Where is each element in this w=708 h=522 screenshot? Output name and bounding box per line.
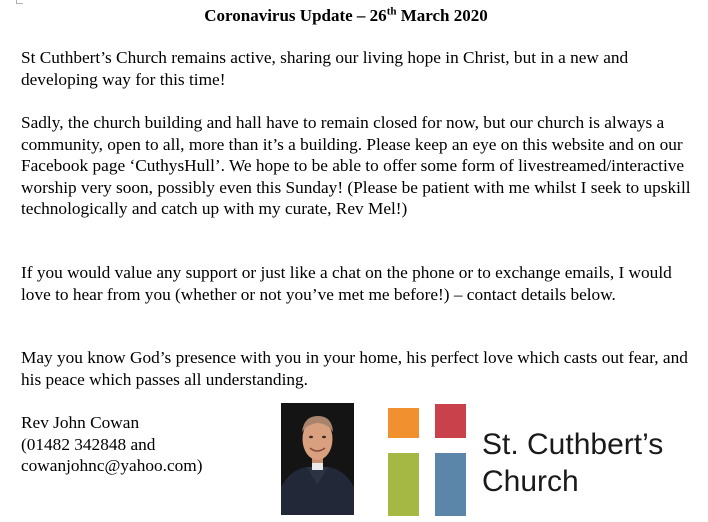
page-title: Coronavirus Update – 26th March 2020	[204, 5, 488, 25]
logo-blue-block	[435, 453, 466, 516]
vicar-portrait-image	[281, 403, 354, 515]
church-logo	[386, 404, 708, 518]
vicar-photo	[281, 403, 354, 515]
paragraph-intro: St Cuthbert’s Church remains active, sharing our living hope in Christ, but in a new and developing way for this time!	[21, 48, 629, 89]
logo-line-2: Church	[482, 465, 579, 498]
signature-name: Rev John Cowan	[21, 413, 140, 432]
logo-green-block	[388, 453, 419, 516]
paragraph-closure: Sadly, the church building and hall have to remain closed for now, but our church is always a community, open to all, more than it’s a building. Please keep an eye on this website and on our Facebook page ‘CuthysHull’. We hope to be able to offer some form of livestreamed/interactive worship very soon, possibly even this Sunday! (Please be patient with me whilst I seek to upskill technologically and catch up with my curate, Rev Mel!)	[21, 113, 691, 218]
signature-email: cowanjohnc@yahoo.com)	[21, 456, 203, 475]
logo-orange-block	[388, 408, 419, 438]
logo-red-block	[435, 404, 466, 438]
logo-wordmark	[482, 426, 663, 500]
logo-line-1: St. Cuthbert’s	[482, 428, 664, 461]
corner-mark	[16, 0, 23, 4]
signature-block	[21, 412, 202, 477]
paragraph-support: If you would value any support or just like a chat on the phone or to exchange emails, I would love to hear from you (whether or not you’ve met me before!) – contact details below.	[21, 263, 672, 304]
signature-phone: (01482 342848 and	[21, 434, 156, 454]
paragraph-blessing: May you know God’s presence with you in your home, his perfect love which casts out fear, and his peace which passes all understanding.	[21, 348, 688, 389]
